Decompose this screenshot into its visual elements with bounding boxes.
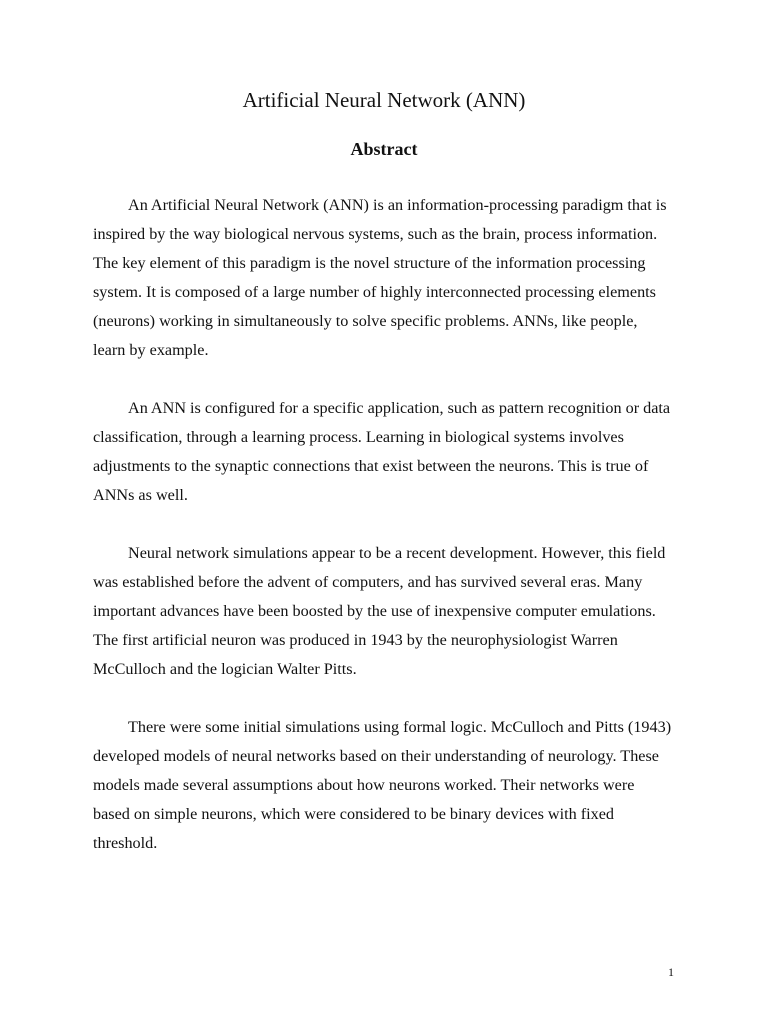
abstract-paragraph-2: An ANN is configured for a specific application, such as pattern recognition or data classification, through a learning process. Learning in biological systems involves adjustments to the synaptic connections that exist between the neurons. This is true of ANNs as well. [93, 399, 671, 504]
abstract-body [93, 191, 673, 887]
document-title: Artificial Neural Network (ANN) [242, 88, 526, 112]
abstract-paragraph-4: There were some initial simulations using formal logic. McCulloch and Pitts (1943) developed models of neural networks based on their understanding of neurology. These models made several assumptions about how neurons worked. Their networks were based on simple neurons, which were considered to be binary devices with fixed threshold. [93, 718, 672, 852]
page-number: 1 [668, 965, 674, 979]
section-heading-abstract: Abstract [350, 139, 418, 159]
abstract-paragraph-1: An Artificial Neural Network (ANN) is an information-processing paradigm that is inspired by the way biological nervous systems, such as the brain, process information. The key element of this paradigm is the novel structure of the information processing system. It is composed of a large number of highly interconnected processing elements (neurons) working in simultaneously to solve specific problems. ANNs, like people, learn by example. [93, 196, 667, 359]
abstract-paragraph-3: Neural network simulations appear to be a recent development. However, this field was established before the advent of computers, and has survived several eras. Many important advances have been boosted by the use of inexpensive computer emulations. The first artificial neuron was produced in 1943 by the neurophysiologist Warren McCulloch and the logician Walter Pitts. [93, 544, 666, 678]
